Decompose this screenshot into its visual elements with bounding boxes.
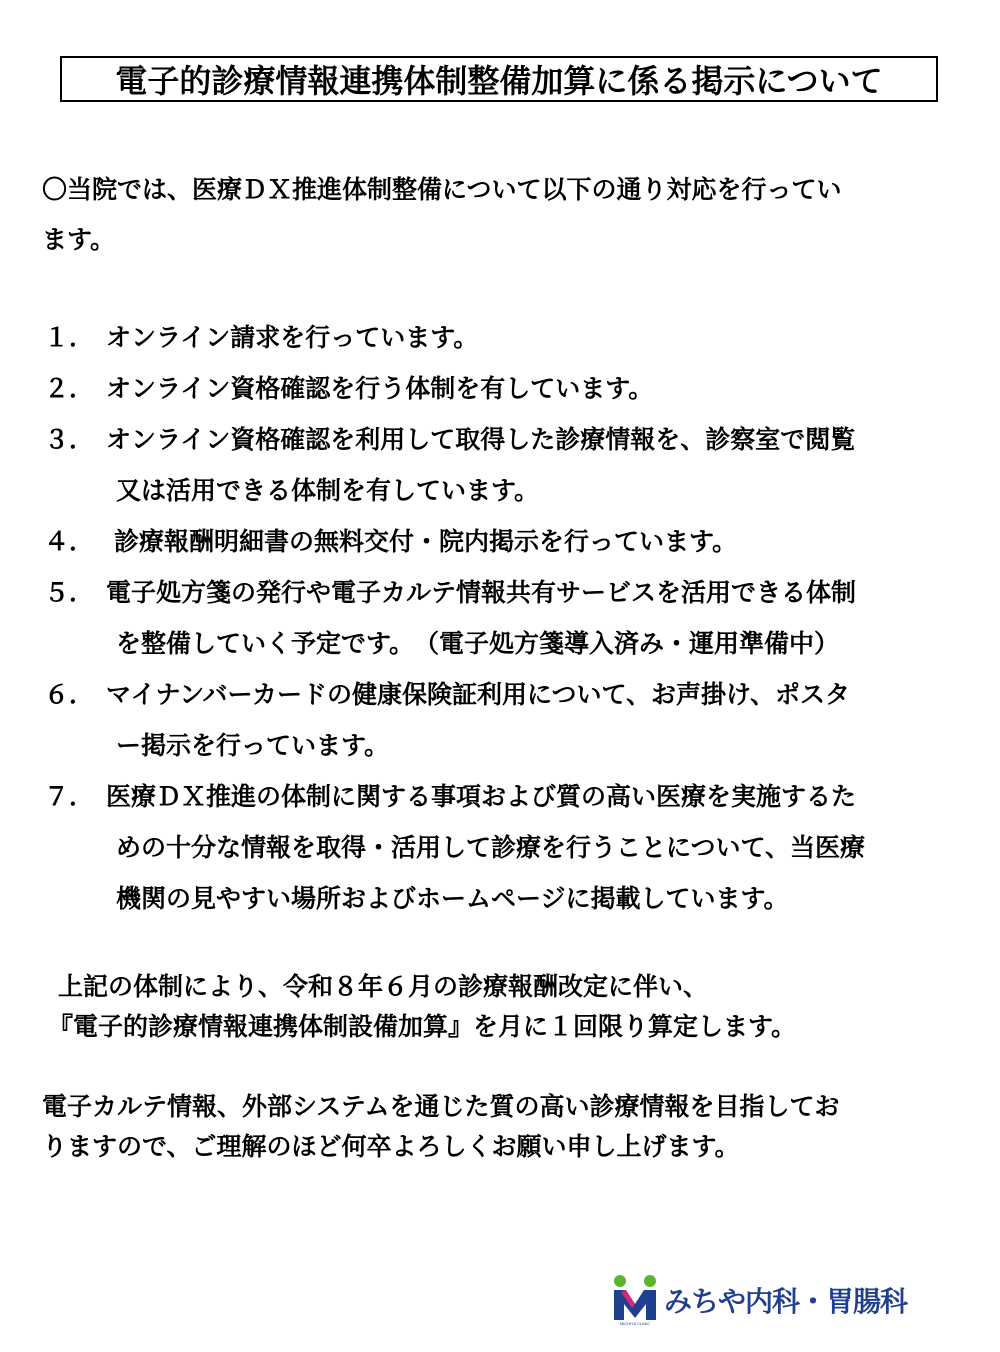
item-line: ー掲示を行っています。 — [116, 731, 390, 760]
item-line: 診療報酬明細書の無料交付・院内掲示を行っています。 — [114, 527, 738, 556]
list-item — [44, 771, 974, 924]
item-number: ５． — [44, 578, 95, 607]
item-number: ３． — [44, 425, 95, 454]
item-line: オンライン資格確認を行う体制を有しています。 — [106, 374, 654, 403]
intro-line-1: 〇当院では、医療ＤＸ推進体制整備について以下の通り対応を行ってい — [42, 175, 842, 204]
intro-line-2: ます。 — [42, 225, 116, 254]
summary-line-1: 上記の体制により、令和８年６月の診療報酬改定に伴い、 — [58, 972, 709, 1001]
summary-line-2: 『電子的診療情報連携体制設備加算』を月に１回限り算定します。 — [48, 1012, 797, 1041]
item-line: オンライン資格確認を利用して取得した診療情報を、診察室で閲覧 — [106, 425, 856, 454]
michiya-clinic-logo-icon — [612, 1274, 658, 1326]
item-text — [106, 567, 974, 669]
item-line: 医療ＤＸ推進の体制に関する事項および質の高い医療を実施するた — [106, 782, 857, 811]
list-item — [44, 516, 974, 567]
closing-line-2: りますので、ご理解のほど何卒よろしくお願い申し上げます。 — [42, 1132, 740, 1161]
logo-subtext: MICHIYA CLINIC — [619, 1321, 651, 1326]
item-line: マイナンバーカードの健康保険証利用について、お声掛け、ポスタ — [106, 680, 851, 709]
closing-paragraph — [42, 1087, 972, 1167]
item-number: ４． — [44, 527, 95, 556]
intro-paragraph — [42, 165, 962, 265]
clinic-name: みちや内科・胃腸科 — [664, 1285, 908, 1318]
item-text — [106, 771, 974, 924]
item-line: 機関の見やすい場所およびホームページに掲載しています。 — [116, 884, 789, 913]
item-line: めの十分な情報を取得・活用して診療を行うことについて、当医療 — [116, 833, 866, 862]
list-item — [44, 363, 974, 414]
item-text — [106, 363, 974, 414]
item-line: 電子処方箋の発行や電子カルテ情報共有サービスを活用できる体制 — [106, 578, 857, 607]
list-item — [44, 669, 974, 771]
list-item — [44, 312, 974, 363]
item-line: 又は活用できる体制を有しています。 — [116, 476, 540, 505]
item-text — [106, 669, 974, 771]
closing-line-1: 電子カルテ情報、外部システムを通じた質の高い診療情報を目指してお — [42, 1092, 840, 1121]
item-text — [106, 516, 974, 567]
item-text — [106, 414, 974, 516]
item-number: ２． — [44, 374, 95, 403]
item-line: を整備していく予定です。 （電子処方箋導入済み・運用準備中） — [116, 629, 840, 658]
summary-paragraph — [48, 967, 968, 1047]
page-title: 電子的診療情報連携体制整備加算に係る掲示について — [60, 56, 938, 102]
item-line: オンライン請求を行っています。 — [106, 323, 479, 352]
list-item — [44, 567, 974, 669]
clinic-logo — [612, 1272, 942, 1328]
item-number: １． — [44, 323, 95, 352]
item-text — [106, 312, 974, 363]
list-item — [44, 414, 974, 516]
item-number: ６． — [44, 680, 95, 709]
item-number: ７． — [44, 782, 95, 811]
